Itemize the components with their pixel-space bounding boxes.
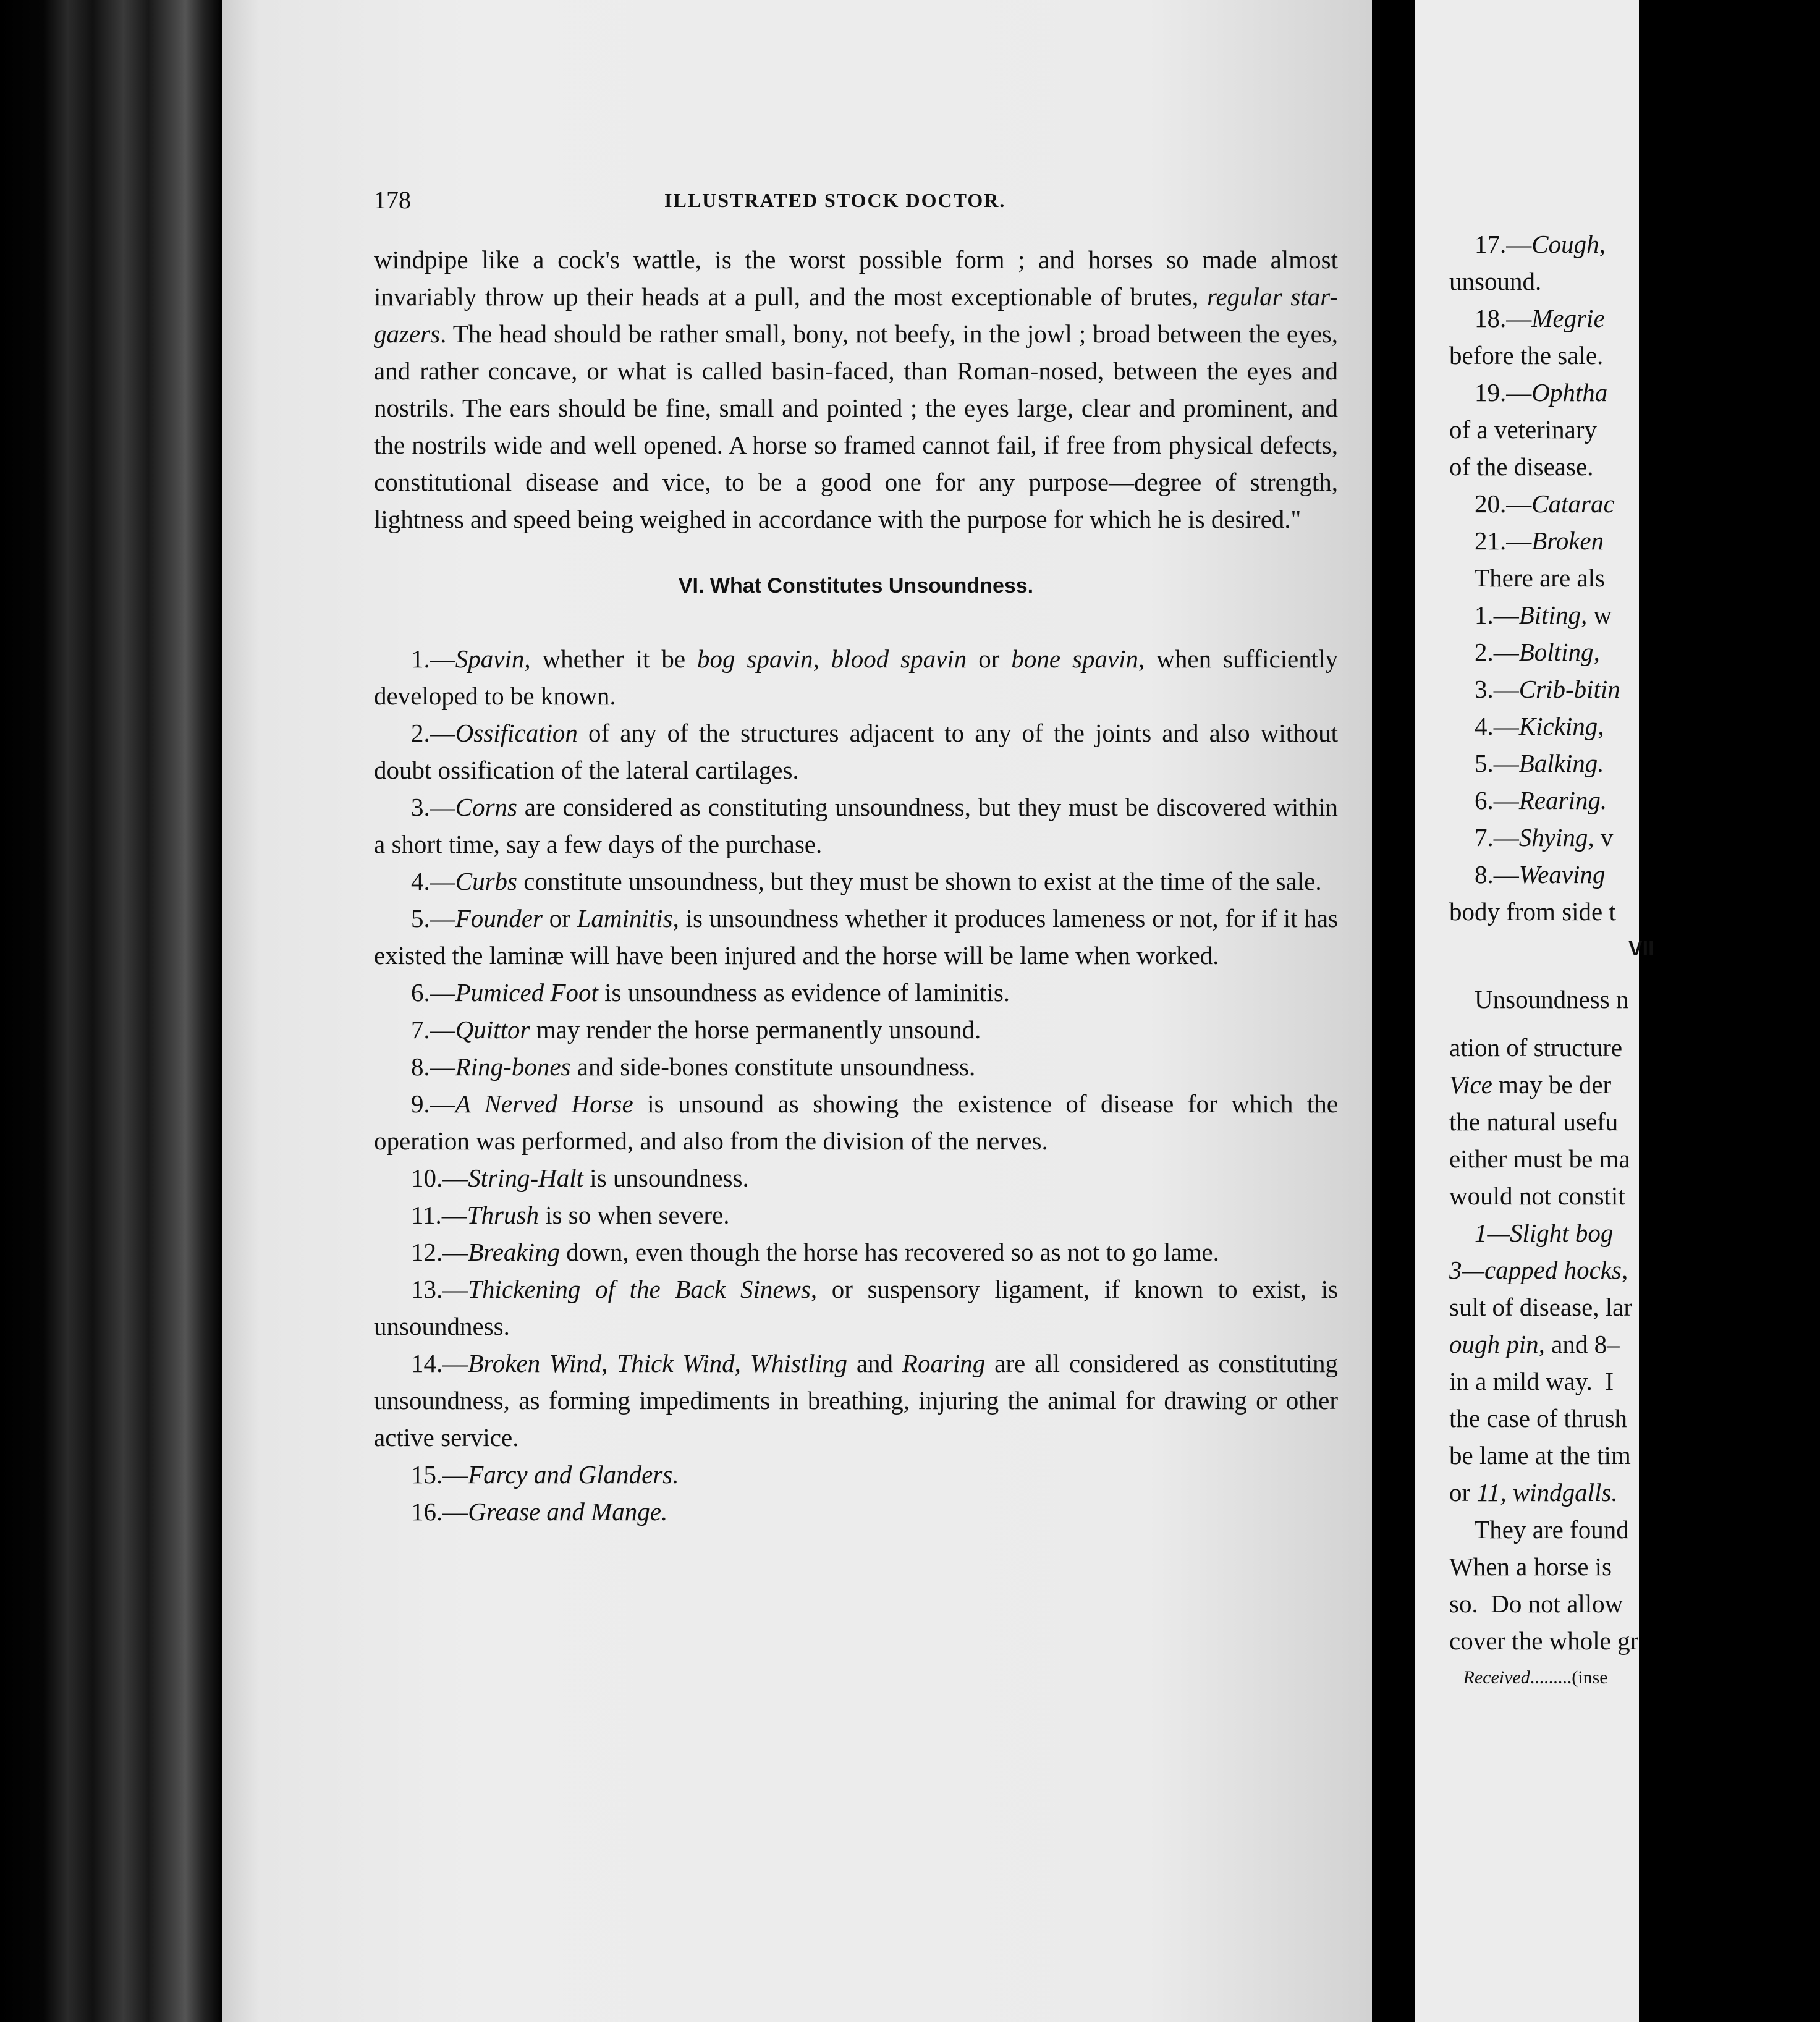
text-run: 3.—	[411, 793, 455, 821]
list-item	[374, 640, 1338, 714]
text-run: are all considered as constituting unsoundness, as forming impediments in breathing, injuring the animal for drawing or other active service.	[374, 1349, 1339, 1452]
list-item	[374, 1233, 1338, 1271]
italic-text: Ossification	[455, 719, 578, 747]
italic-text: Corns	[455, 793, 518, 821]
text-run: so. Do not allow	[1449, 1589, 1623, 1618]
italic-text: Vice	[1449, 1070, 1492, 1099]
text-run: ,	[734, 1349, 750, 1377]
text-line	[1449, 1326, 1820, 1363]
text-line	[1449, 337, 1820, 374]
text-run: is unsoundness as evidence of laminitis.	[598, 978, 1010, 1007]
list-item	[374, 1048, 1338, 1085]
text-line	[1449, 300, 1820, 337]
list-item	[374, 1493, 1338, 1530]
text-run: in a mild way. I	[1449, 1367, 1614, 1395]
text-run: 10.—	[411, 1164, 468, 1192]
text-run: is so when severe.	[538, 1201, 730, 1229]
italic-text: Quittor	[455, 1015, 530, 1044]
text-run: down, even though the horse has recovered so as not to go lame.	[560, 1238, 1219, 1266]
unsoundness-list	[374, 640, 1338, 1530]
italic-text: 3—capped hocks,	[1449, 1256, 1628, 1284]
text-run: the case of thrush	[1449, 1404, 1628, 1432]
list-item	[374, 1456, 1338, 1493]
italic-text: Thrush	[467, 1201, 539, 1229]
italic-text: Cough,	[1531, 230, 1606, 258]
text-line	[1449, 1288, 1820, 1326]
text-run: of any of the structures adjacent to any of the joints and also without doubt ossification of the lateral cartilages.	[374, 719, 1338, 784]
text-run: VII	[1628, 937, 1654, 960]
text-line	[1449, 411, 1820, 448]
text-line	[1449, 1511, 1820, 1548]
text-run: 13.—	[411, 1275, 468, 1303]
text-run: cover the whole gr	[1449, 1626, 1639, 1655]
italic-text: Ring-bones	[455, 1052, 571, 1081]
text-line	[1449, 1066, 1820, 1103]
italic-text: blood spavin	[831, 645, 967, 673]
text-line	[1449, 1103, 1820, 1140]
italic-text: Broken	[1531, 527, 1604, 555]
text-run: and 8–	[1544, 1330, 1620, 1358]
list-item	[374, 1011, 1338, 1048]
italic-text: bone spavin	[1011, 645, 1139, 673]
text-line	[1449, 1363, 1820, 1400]
text-run: body from side t	[1449, 897, 1616, 926]
text-run: and side-bones constitute unsoundness.	[570, 1052, 976, 1081]
italic-text: Ophtha	[1531, 378, 1608, 407]
section-heading: VI. What Constitutes Unsoundness.	[678, 574, 1034, 598]
text-line	[1449, 1177, 1820, 1214]
text-line	[1449, 226, 1820, 263]
text-line	[1449, 633, 1820, 670]
page-number: 178	[374, 186, 411, 214]
text-run: 6.—	[411, 978, 455, 1007]
list-item	[374, 1085, 1338, 1159]
text-line	[1449, 485, 1820, 522]
text-run: or	[1449, 1478, 1477, 1507]
italic-text: Received	[1449, 1667, 1530, 1688]
text-run: When a horse is	[1449, 1552, 1612, 1581]
italic-text: Laminitis	[577, 904, 673, 933]
list-item	[374, 863, 1338, 900]
text-line	[1449, 1548, 1820, 1585]
text-run: 17.—	[1449, 230, 1532, 258]
text-line	[1449, 670, 1820, 708]
italic-text: Catarac	[1531, 489, 1615, 518]
text-run: 7.—	[411, 1015, 455, 1044]
text-run: 5.—	[1449, 749, 1519, 777]
text-run: 20.—	[1449, 489, 1532, 518]
text-run: .........(inse	[1530, 1667, 1608, 1688]
italic-text: Shying,	[1518, 823, 1594, 852]
italic-text: Founder	[455, 904, 543, 933]
italic-text: Farcy and Glanders.	[468, 1460, 679, 1489]
text-run: unsound.	[1449, 267, 1542, 295]
text-run: 6.—	[1449, 786, 1519, 814]
italic-text: Kicking,	[1518, 712, 1604, 740]
text-run: , is unsoundness whether it produces lameness or not, for if it has existed the laminæ will have been injured and the horse will be lame when worked.	[374, 904, 1338, 970]
list-item	[374, 1345, 1338, 1456]
text-run: , whether it be	[524, 645, 698, 673]
text-run: 18.—	[1449, 304, 1532, 332]
list-item	[374, 1159, 1338, 1196]
italic-text: Megrie	[1531, 304, 1605, 332]
italic-text: ough pin,	[1449, 1330, 1545, 1358]
page-gutter	[1372, 0, 1415, 2022]
text-run: , or suspensory ligament, if known to exist, is unsoundness.	[374, 1275, 1338, 1340]
text-run: of a veterinary	[1449, 415, 1598, 444]
text-line	[1449, 263, 1820, 300]
list-item	[374, 1196, 1338, 1233]
italic-text: Curbs	[455, 867, 518, 895]
italic-text: Balking.	[1518, 749, 1604, 777]
text-line	[1449, 522, 1820, 559]
page-body	[374, 241, 1338, 1530]
text-run: or	[967, 645, 1012, 673]
text-run: the natural usefu	[1449, 1107, 1619, 1136]
text-run: may render the horse permanently unsound.	[530, 1015, 981, 1044]
text-line	[1449, 1214, 1820, 1251]
italic-text: Roaring	[902, 1349, 986, 1377]
text-line	[1449, 856, 1820, 893]
text-run: 8.—	[411, 1052, 455, 1081]
italic-text: Broken Wind	[468, 1349, 602, 1377]
text-run: w	[1587, 601, 1612, 629]
text-run: 19.—	[1449, 378, 1532, 407]
text-line	[1449, 1400, 1820, 1437]
text-run: ,	[813, 645, 831, 673]
text-run: 7.—	[1449, 823, 1519, 852]
text-run: 9.—	[411, 1089, 455, 1118]
text-run: either must be ma	[1449, 1144, 1630, 1173]
italic-text: bog spavin	[697, 645, 813, 673]
text-run: 1.—	[411, 645, 455, 673]
text-run: 1.—	[1449, 601, 1519, 629]
italic-text: A Nerved Horse	[455, 1089, 633, 1118]
text-run: sult of disease, lar	[1449, 1293, 1633, 1321]
text-run: may be der	[1492, 1070, 1612, 1099]
italic-text: Grease and Mange.	[468, 1497, 668, 1526]
italic-text: Thick Wind	[617, 1349, 735, 1377]
italic-text: String-Halt	[468, 1164, 584, 1192]
list-item	[374, 974, 1338, 1011]
italic-text: Breaking	[468, 1238, 561, 1266]
text-run: 4.—	[411, 867, 455, 895]
italic-text: Bolting,	[1518, 638, 1600, 666]
italic-text: 11, windgalls.	[1476, 1478, 1618, 1507]
text-run: be lame at the tim	[1449, 1441, 1631, 1470]
text-run: 2.—	[411, 719, 455, 747]
text-run: is unsound as showing the existence of disease for which the operation was performed, and also from the division of the nerves.	[374, 1089, 1339, 1155]
text-line	[1449, 745, 1820, 782]
text-line	[1449, 1622, 1820, 1659]
italic-text: Thickening of the Back Sinews	[468, 1275, 811, 1303]
text-line	[1449, 708, 1820, 745]
italic-text: regular star-gazers	[374, 282, 1338, 348]
text-line	[1449, 893, 1820, 930]
text-run: 11.—	[411, 1201, 467, 1229]
text-line	[1449, 559, 1820, 596]
intro-paragraph	[374, 241, 1338, 538]
text-line	[1449, 1437, 1820, 1474]
text-line	[1449, 782, 1820, 819]
text-run: 3.—	[1449, 675, 1519, 703]
italic-text: 1—Slight bog	[1449, 1219, 1614, 1247]
text-run: , when sufficiently developed to be known.	[374, 645, 1339, 710]
text-run: 8.—	[1449, 860, 1519, 889]
italic-text: Rearing.	[1518, 786, 1607, 814]
text-line	[1449, 930, 1820, 981]
text-run: 16.—	[411, 1497, 468, 1526]
text-run: of the disease.	[1449, 452, 1594, 481]
italic-text: Biting,	[1518, 601, 1588, 629]
text-run: v	[1594, 823, 1614, 852]
list-item	[374, 714, 1338, 789]
list-item	[374, 789, 1338, 863]
text-line	[1449, 448, 1820, 485]
text-run: ation of structure	[1449, 1033, 1623, 1062]
text-run: are considered as constituting unsoundness, but they must be discovered within a short time, say a few days of the purchase.	[374, 793, 1338, 858]
text-run: 5.—	[411, 904, 455, 933]
text-line	[1449, 1029, 1820, 1066]
text-run: 4.—	[1449, 712, 1519, 740]
text-run: 2.—	[1449, 638, 1519, 666]
text-run: They are found	[1449, 1515, 1629, 1544]
italic-text: Spavin	[455, 645, 525, 673]
italic-text: Whistling	[750, 1349, 847, 1377]
text-run: windpipe like a cock's wattle, is the worst possible form ; and horses so made almost invariably throw up their heads at a pull, and the most exceptionable of brutes,	[374, 245, 1338, 311]
text-run: 12.—	[411, 1238, 468, 1266]
text-run: is unsoundness.	[583, 1164, 749, 1192]
next-page-text	[1449, 226, 1820, 1710]
text-line	[1449, 981, 1820, 1029]
italic-text: Pumiced Foot	[455, 978, 598, 1007]
text-line	[1449, 596, 1820, 633]
text-line	[1449, 1659, 1820, 1710]
text-line	[1449, 374, 1820, 411]
text-run: ,	[601, 1349, 617, 1377]
text-line	[1449, 1585, 1820, 1622]
text-run: There are als	[1449, 564, 1605, 592]
text-run: before the sale.	[1449, 341, 1604, 370]
list-item	[374, 900, 1338, 974]
text-run: 21.—	[1449, 527, 1532, 555]
italic-text: Weaving	[1518, 860, 1606, 889]
text-line	[1449, 1140, 1820, 1177]
text-line	[1449, 1474, 1820, 1511]
text-run: Unsoundness n	[1449, 985, 1629, 1013]
running-title: ILLUSTRATED STOCK DOCTOR.	[664, 189, 1006, 211]
text-run: 15.—	[411, 1460, 468, 1489]
page-header	[374, 185, 1338, 222]
text-run: would not constit	[1449, 1182, 1625, 1210]
page-right-partial	[1415, 0, 1654, 2022]
book-spine	[0, 0, 222, 2022]
italic-text: Crib-bitin	[1518, 675, 1620, 703]
text-run: or	[542, 904, 577, 933]
text-line	[1449, 1251, 1820, 1288]
text-run: and	[847, 1349, 902, 1377]
list-item	[374, 1271, 1338, 1345]
text-run: 14.—	[411, 1349, 468, 1377]
text-run: constitute unsoundness, but they must be shown to exist at the time of the sale.	[517, 867, 1322, 895]
text-line	[1449, 819, 1820, 856]
text-run: . The head should be rather small, bony, not beefy, in the jowl ; broad between the eyes, and rather concave, or what is called basin-faced, than Roman-nosed, between the eyes and nostrils. The ears should be fine, small and pointed ; the eyes large, clear and prominent, and the nostrils wide and well opened. A horse so framed cannot fail, if free from physical defects, constitutional disease and vice, to be a good one for any purpose—degree of strength, lightness and speed being weighed in accordance with the purpose for which he is desired."	[374, 319, 1338, 533]
